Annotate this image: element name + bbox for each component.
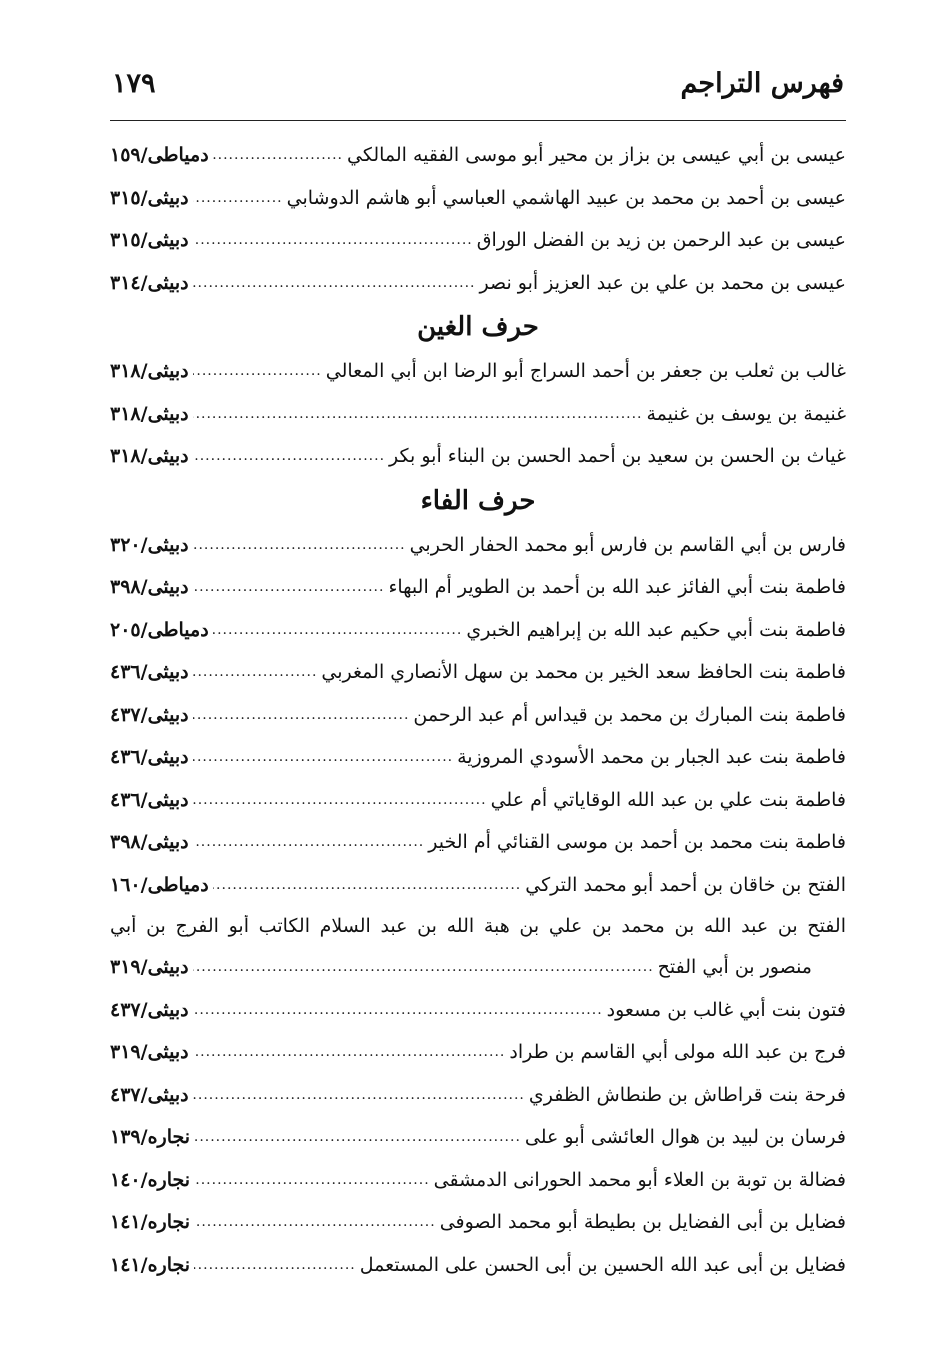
- entry-name: فضايل بن أبى عبد الله الحسين بن أبى الحسن على المستعمل: [359, 1253, 846, 1276]
- leader-dots: [194, 1172, 430, 1188]
- leader-dots: [213, 877, 522, 893]
- index-entry-wrapped-line1: [110, 906, 846, 946]
- index-entry: [110, 262, 846, 305]
- entry-reference: دبيثى/٣١٩: [110, 1041, 189, 1064]
- page-number: ١٧٩: [112, 68, 156, 99]
- index-entry: [110, 779, 846, 822]
- entry-name: فرسان بن لبيد بن هوال العائشى أبو على: [524, 1126, 846, 1149]
- index-entry: [110, 134, 846, 177]
- entry-reference: دبيثى/٤٣٧: [110, 998, 189, 1021]
- entry-name-line2: منصور بن أبي الفتح: [657, 956, 812, 979]
- leader-dots: [193, 537, 406, 553]
- leader-dots: [193, 448, 385, 464]
- index-entry: [110, 393, 846, 436]
- leader-dots: [193, 190, 283, 206]
- entry-reference: دبيثى/٤٣٦: [110, 746, 189, 769]
- index-entry-wrapped-line2: [110, 946, 846, 989]
- entry-reference: دبيثى/٤٣٧: [110, 703, 189, 726]
- leader-dots: [193, 1087, 525, 1103]
- entry-name: غنيمة بن يوسف بن غنيمة: [646, 402, 846, 425]
- index-entry: [110, 1116, 846, 1159]
- section-heading-ghain: حرف الغين: [417, 312, 539, 342]
- entry-name: عيسى بن عبد الرحمن بن زيد بن الفضل الوراق: [476, 229, 846, 252]
- entry-name: الفتح بن خاقان بن أحمد أبو محمد التركي: [525, 873, 846, 896]
- entry-name: فضالة بن توبة بن العلاء أبو محمد الحورانى الدمشقى: [433, 1168, 846, 1191]
- entry-reference: دمياطى/٢٠٥: [110, 618, 209, 641]
- biography-index: [110, 134, 846, 1286]
- entry-name: فضايل بن أبى الفضايل بن بطيطة أبو محمد الصوفى: [439, 1211, 846, 1234]
- index-entry: [110, 736, 846, 779]
- index-entry: [110, 989, 846, 1032]
- leader-dots: [193, 749, 453, 765]
- index-entry: [110, 609, 846, 652]
- entry-name: عيسى بن أحمد بن محمد بن عبيد الهاشمي العباسي أبو هاشم الدوشابي: [286, 186, 846, 209]
- entry-reference: دبيثى/٣١٨: [110, 402, 189, 425]
- entry-name: فرج بن عبد الله مولى أبي القاسم بن طراد: [509, 1041, 846, 1064]
- entry-name: فاطمة بنت الحافظ سعد الخير بن محمد بن سهل الأنصاري المغربي: [321, 661, 846, 684]
- entry-reference: دبيثى/٣٩٨: [110, 576, 189, 599]
- entry-name: عيسى بن محمد بن علي بن عبد العزيز أبو نصر: [479, 271, 846, 294]
- leader-dots: [193, 1044, 506, 1060]
- entry-reference: دبيثى/٣١٥: [110, 229, 189, 252]
- entry-name: عيسى بن أبي عيسى بن بزاز بن محير أبو موسى الفقيه المالكي: [347, 144, 846, 167]
- leader-dots: [194, 1129, 521, 1145]
- section-heading-fa: حرف الفاء: [420, 485, 536, 516]
- entry-name: فاطمة بنت عبد الجبار بن محمد الأسودي المروزية: [457, 746, 846, 769]
- entry-name: فاطمة بنت أبي الفائز عبد الله بن أحمد بن الطوير أم البهاء: [388, 576, 846, 599]
- entry-reference: دبيثى/٣١٨: [110, 445, 189, 468]
- entry-name: فاطمة بنت أبي حكيم عبد الله بن إبراهيم الخبري: [466, 618, 846, 641]
- index-entry: [110, 219, 846, 262]
- entry-reference: نجاره/١٤١: [110, 1253, 191, 1276]
- leader-dots: [193, 406, 643, 422]
- entry-reference: دبيثى/٤٣٧: [110, 1083, 189, 1106]
- entry-reference: دبيثى/٣١٥: [110, 186, 189, 209]
- leader-dots: [193, 363, 322, 379]
- entry-reference: نجاره/١٣٩: [110, 1126, 191, 1149]
- entry-name: فاطمة بنت محمد بن أحمد بن موسى القنائي أم الخير: [428, 831, 846, 854]
- entry-name-line1: الفتح بن عبد الله بن محمد بن علي بن هبة الله بن عبد السلام الكاتب أبو الفرج بن أبي: [110, 915, 846, 937]
- entry-reference: دبيثى/٤٣٦: [110, 788, 189, 811]
- index-entry: [110, 694, 846, 737]
- leader-dots: [194, 1257, 356, 1273]
- page-header: [112, 68, 844, 114]
- entry-reference: دمياطى/١٥٩: [110, 144, 209, 167]
- leader-dots: [193, 834, 425, 850]
- index-entry: [110, 821, 846, 864]
- running-title: فهرس التراجم: [680, 68, 844, 99]
- index-entry: [110, 177, 846, 220]
- entry-reference: دبيثى/٣١٨: [110, 360, 189, 383]
- entry-reference: دبيثى/٤٣٦: [110, 661, 189, 684]
- entry-reference: دبيثى/٣١٩: [110, 956, 189, 979]
- index-entry: [110, 350, 846, 393]
- entry-reference: دبيثى/٣١٤: [110, 271, 189, 294]
- index-entry: [110, 864, 846, 907]
- leader-dots: [193, 792, 487, 808]
- entry-reference: دبيثى/٣٩٨: [110, 831, 189, 854]
- leader-dots: [193, 275, 476, 291]
- index-entry: [110, 1159, 846, 1202]
- leader-dots: [193, 707, 410, 723]
- leader-dots: [193, 579, 385, 595]
- leader-dots: [193, 232, 473, 248]
- header-rule: [110, 120, 846, 121]
- index-entry: [110, 566, 846, 609]
- entry-name: غياث بن الحسن بن سعيد بن أحمد الحسن بن البناء أبو بكر: [389, 445, 846, 468]
- leader-dots: [213, 622, 463, 638]
- leader-dots: [213, 147, 343, 163]
- entry-name: فاطمة بنت المبارك بن محمد بن قيداس أم عبد الرحمن: [413, 703, 846, 726]
- entry-name: فاطمة بنت علي بن عبد الله الوقاياتي أم علي: [490, 788, 846, 811]
- index-entry: [110, 435, 846, 478]
- index-entry: [110, 1031, 846, 1074]
- index-entry: [110, 651, 846, 694]
- entry-name: فتون بنت أبي غالب بن مسعود: [606, 998, 846, 1021]
- index-entry: [110, 524, 846, 567]
- entry-reference: دمياطى/١٦٠: [110, 873, 209, 896]
- entry-reference: نجاره/١٤١: [110, 1211, 191, 1234]
- leader-dots: [193, 959, 654, 975]
- leader-dots: [193, 664, 318, 680]
- entry-name: فارس بن أبي القاسم بن فارس أبو محمد الحفار الحربي: [409, 533, 846, 556]
- entry-name: غالب بن ثعلب بن جعفر بن أحمد السراج أبو الرضا ابن أبي المعالي: [325, 360, 846, 383]
- entry-reference: نجاره/١٤٠: [110, 1168, 191, 1191]
- index-entry: [110, 1074, 846, 1117]
- index-entry: [110, 1244, 846, 1287]
- entry-reference: دبيثى/٣٢٠: [110, 533, 189, 556]
- leader-dots: [194, 1214, 436, 1230]
- leader-dots: [193, 1002, 603, 1018]
- index-entry: [110, 1201, 846, 1244]
- entry-name: فرحة بنت قراطاش بن طنطاش الظفري: [528, 1083, 846, 1106]
